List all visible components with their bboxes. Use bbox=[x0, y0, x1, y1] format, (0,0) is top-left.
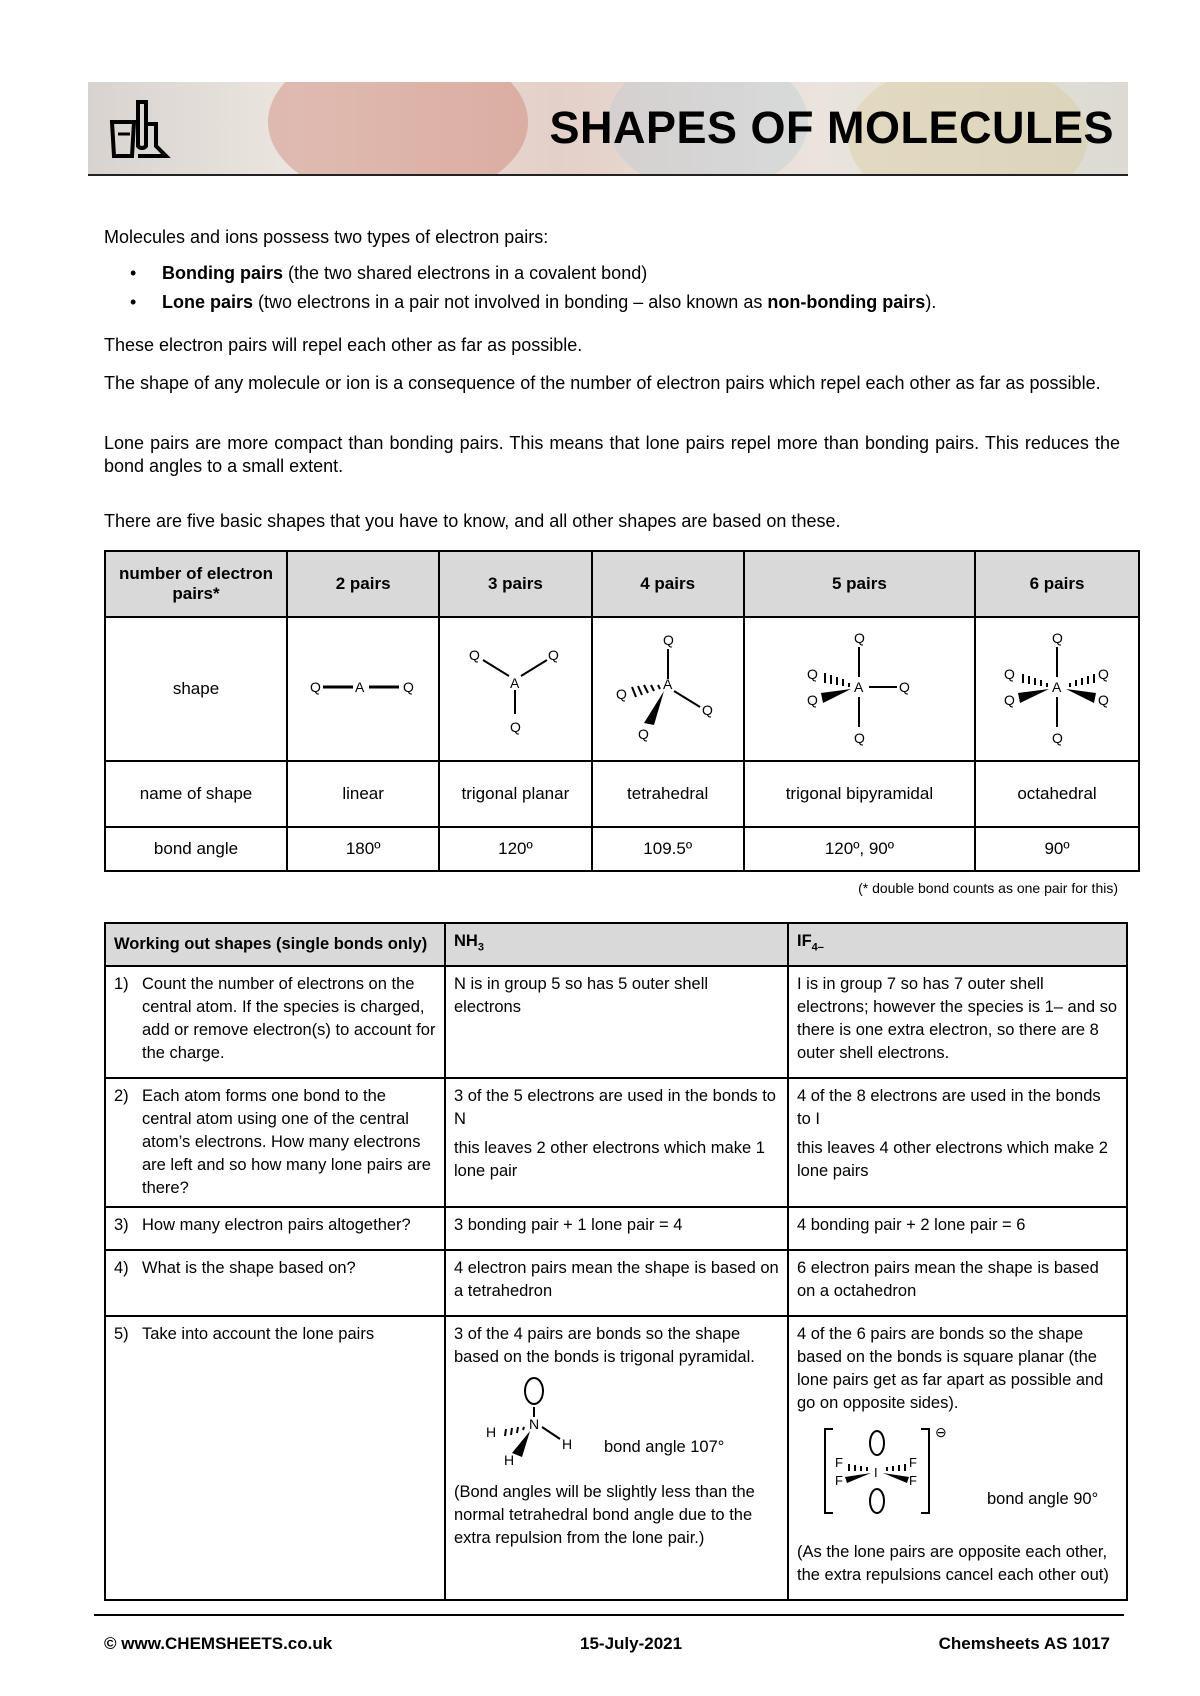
octahedral-diagram bbox=[975, 617, 1139, 761]
svg-text:Q: Q bbox=[701, 701, 713, 718]
svg-text:Q: Q bbox=[807, 691, 819, 708]
svg-text:Q: Q bbox=[662, 631, 674, 648]
if4-cell: 4 of the 8 electrons are used in the bonds to I this leaves 4 other electrons which make 2 lone pairs bbox=[788, 1078, 1127, 1207]
table-cell: trigonal planar bbox=[439, 761, 591, 827]
svg-text:Q: Q bbox=[854, 629, 866, 646]
svg-text:I: I bbox=[874, 1465, 878, 1481]
svg-text:⊖: ⊖ bbox=[935, 1424, 947, 1441]
svg-text:A: A bbox=[355, 678, 365, 695]
bond-angle-label: bond angle 90° bbox=[987, 1490, 1099, 1509]
trigonal-planar-diagram bbox=[439, 617, 591, 761]
svg-text:Q: Q bbox=[403, 678, 415, 695]
if4-cell: 6 electron pairs mean the shape is based on a octahedron bbox=[788, 1250, 1127, 1316]
svg-text:A: A bbox=[1052, 678, 1062, 695]
column-header: $NH_3$ bbox=[445, 923, 788, 966]
electron-pair-list bbox=[124, 262, 1114, 320]
table-cell: 120º bbox=[439, 827, 591, 871]
list-item: • Lone pairs (two electrons in a pair not involved in bonding – also known as non-bonding pairs). bbox=[130, 292, 937, 312]
step-cell: 4) What is the shape based on? bbox=[105, 1250, 445, 1316]
svg-text:H: H bbox=[504, 1452, 515, 1469]
svg-text:Q: Q bbox=[1098, 691, 1109, 708]
footer-divider bbox=[94, 1614, 1124, 1616]
bond-angle-label: bond angle 107° bbox=[604, 1438, 725, 1457]
svg-text:Q: Q bbox=[510, 718, 522, 735]
footer-website: © www.CHEMSHEETS.co.uk bbox=[104, 1634, 333, 1653]
intro-paragraph: These electron pairs will repel each other as far as possible. bbox=[104, 335, 583, 355]
svg-text:Q: Q bbox=[1098, 665, 1109, 682]
nh3-cell: 3 of the 5 electrons are used in the bonds to N this leaves 2 other electrons which make 1 lone pair bbox=[445, 1078, 788, 1207]
trigonal-bipyramidal-diagram bbox=[744, 617, 975, 761]
table-cell: 90º bbox=[975, 827, 1139, 871]
table-cell: 109.5º bbox=[592, 827, 744, 871]
svg-text:A: A bbox=[510, 674, 520, 691]
row-label: name of shape bbox=[105, 761, 287, 827]
column-header: 6 pairs bbox=[975, 551, 1139, 617]
intro-paragraph: Molecules and ions possess two types of electron pairs: bbox=[104, 227, 549, 247]
svg-text:F: F bbox=[909, 1455, 917, 1471]
svg-text:Q: Q bbox=[1052, 729, 1063, 746]
if4-cell: I is in group 7 so has 7 outer shell electrons; however the species is 1– and so there is one extra electron, so there are 8 outer shell electrons. bbox=[788, 966, 1127, 1078]
linear-diagram bbox=[287, 617, 439, 761]
svg-text:Q: Q bbox=[548, 646, 560, 663]
svg-text:F: F bbox=[835, 1473, 843, 1489]
intro-paragraph: Lone pairs are more compact than bonding pairs. This means that lone pairs repel more than bonding pairs. This reduces the bond angles to a small extent. bbox=[104, 433, 1120, 476]
page-title: SHAPES OF MOLECULES bbox=[549, 102, 1114, 153]
table-cell: 120º, 90º bbox=[744, 827, 975, 871]
svg-text:Q: Q bbox=[637, 725, 649, 742]
svg-text:Q: Q bbox=[469, 646, 481, 663]
svg-text:H: H bbox=[562, 1436, 573, 1453]
svg-text:A: A bbox=[854, 678, 864, 695]
step-cell: 5) Take into account the lone pairs bbox=[105, 1316, 445, 1600]
intro-paragraph: The shape of any molecule or ion is a consequence of the number of electron pairs which repel each other as far as possible. bbox=[104, 373, 1101, 393]
banner-decoration bbox=[268, 82, 528, 176]
nh3-cell: N is in group 5 so has 5 outer shell electrons bbox=[445, 966, 788, 1078]
header-banner bbox=[88, 82, 1128, 176]
table-cell: linear bbox=[287, 761, 439, 827]
glassware-icon bbox=[104, 94, 174, 164]
nh3-cell: 3 bonding pair + 1 lone pair = 4 bbox=[445, 1207, 788, 1250]
svg-text:Q: Q bbox=[1004, 691, 1015, 708]
step-cell: 3) How many electron pairs altogether? bbox=[105, 1207, 445, 1250]
shapes-table bbox=[104, 550, 1140, 872]
row-label: shape bbox=[105, 617, 287, 761]
table-cell: trigonal bipyramidal bbox=[744, 761, 975, 827]
svg-text:Q: Q bbox=[615, 685, 627, 702]
svg-text:F: F bbox=[835, 1455, 843, 1471]
svg-text:Q: Q bbox=[899, 678, 911, 695]
svg-text:Q: Q bbox=[310, 678, 322, 695]
column-header: number of electron pairs* bbox=[105, 551, 287, 617]
list-item: • Bonding pairs (the two shared electrons in a covalent bond) bbox=[130, 263, 648, 283]
intro-paragraph: There are five basic shapes that you have to know, and all other shapes are based on these. bbox=[104, 511, 841, 531]
column-header: Working out shapes (single bonds only) bbox=[105, 923, 445, 966]
footnote: (* double bond counts as one pair for this) bbox=[858, 880, 1118, 896]
table-cell: octahedral bbox=[975, 761, 1139, 827]
svg-text:Q: Q bbox=[807, 665, 819, 682]
if4-cell: 4 of the 6 pairs are bonds so the shape based on the bonds is square planar (the lone pairs get as far apart as possible and go on opposite sides). I F F F F ⊖ bond angle 90° (As the lone pairs are opposite each other, the extra repulsions cancel each other out) bbox=[788, 1316, 1127, 1600]
svg-text:Q: Q bbox=[1052, 629, 1063, 646]
svg-text:Q: Q bbox=[1004, 665, 1015, 682]
column-header: 2 pairs bbox=[287, 551, 439, 617]
column-header: $IF_{4-}$ bbox=[788, 923, 1127, 966]
nh3-cell: 4 electron pairs mean the shape is based on a tetrahedron bbox=[445, 1250, 788, 1316]
nh3-structure-diagram bbox=[454, 1375, 604, 1475]
working-out-table bbox=[104, 922, 1128, 1601]
svg-text:Q: Q bbox=[854, 729, 866, 746]
column-header: 3 pairs bbox=[439, 551, 591, 617]
nh3-cell: 3 of the 4 pairs are bonds so the shape based on the bonds is trigonal pyramidal. N H H H bond angle 107° (Bond angles will be slightly less than the normal tetrahedral bond angle due to the extra repulsion from the lone pair.) bbox=[445, 1316, 788, 1600]
table-cell: 180º bbox=[287, 827, 439, 871]
svg-text:H: H bbox=[486, 1424, 497, 1441]
column-header: 4 pairs bbox=[592, 551, 744, 617]
table-cell: tetrahedral bbox=[592, 761, 744, 827]
footer-reference: Chemsheets AS 1017 bbox=[938, 1634, 1110, 1653]
svg-text:A: A bbox=[662, 675, 672, 692]
column-header: 5 pairs bbox=[744, 551, 975, 617]
tetrahedral-diagram bbox=[592, 617, 744, 761]
footer-date: 15-July-2021 bbox=[580, 1634, 683, 1653]
svg-text:N: N bbox=[529, 1416, 540, 1433]
step-cell: 2) Each atom forms one bond to the central atom using one of the central atom’s electrons. How many electrons are left and so how many lone pairs are there? bbox=[105, 1078, 445, 1207]
if4-cell: 4 bonding pair + 2 lone pair = 6 bbox=[788, 1207, 1127, 1250]
if4-structure-diagram bbox=[797, 1421, 977, 1521]
svg-text:F: F bbox=[909, 1473, 917, 1489]
row-label: bond angle bbox=[105, 827, 287, 871]
step-cell: 1) Count the number of electrons on the central atom. If the species is charged, add or remove electron(s) to account for the charge. bbox=[105, 966, 445, 1078]
